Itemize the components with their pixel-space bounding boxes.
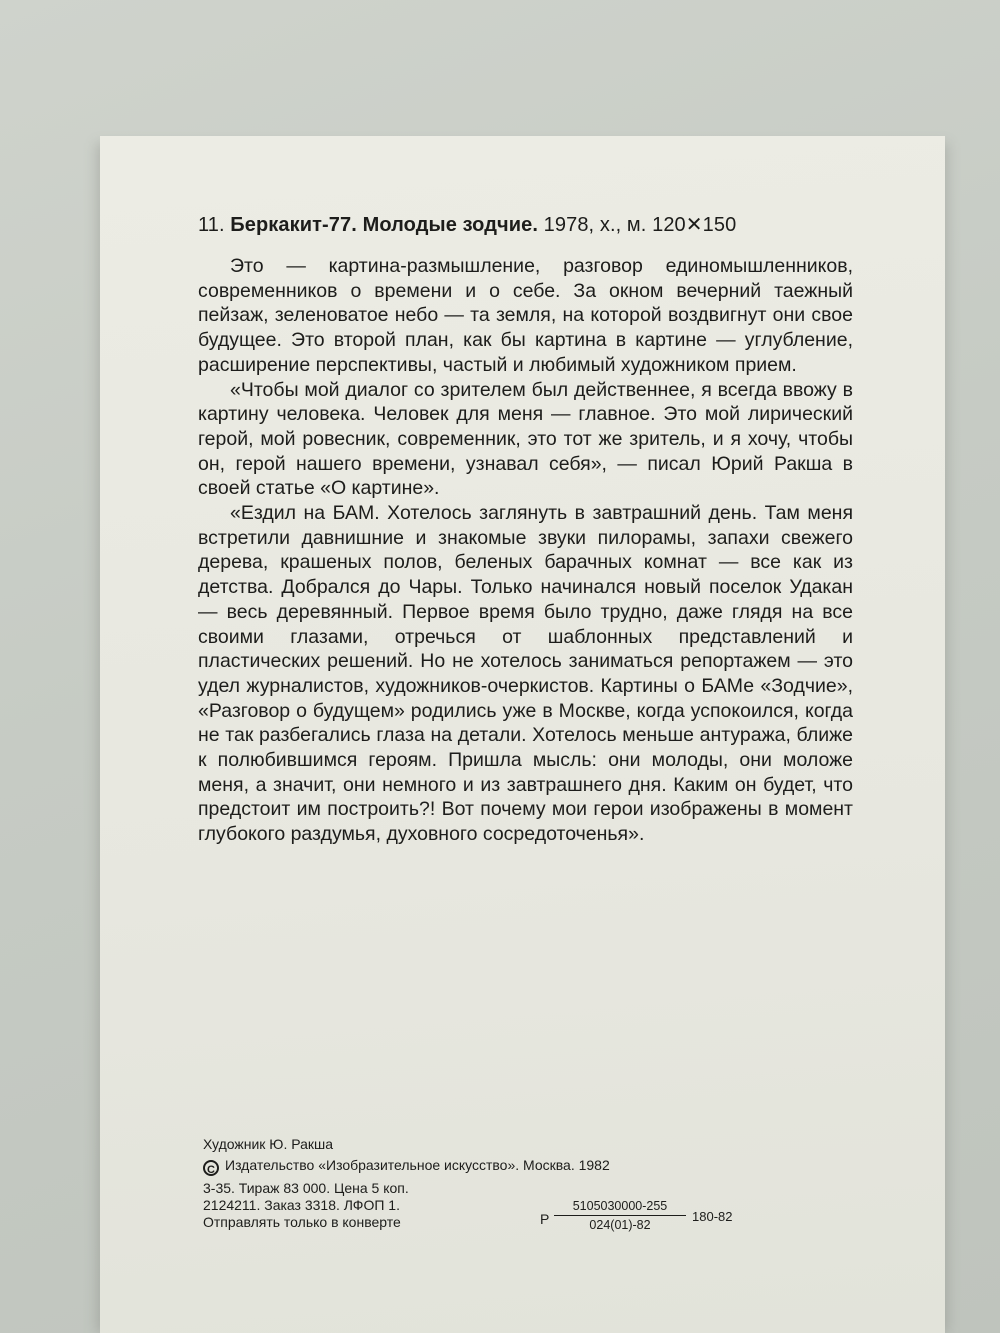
catalog-index-code [540,1199,760,1239]
artwork-details: 1978, х., м. 120✕150 [543,214,737,236]
paragraph-2: «Чтобы мой диалог со зрителем был действеннее, я всегда ввожу в картину человека. Человек для меня — главное. Это мой лирический герой, мой ровесник, современник, это тот же зритель, и я хочу, чтобы он, герой нашего времени, узнавал себя», — писал Юрий Ракша в своей статье «О картине». [198,378,853,500]
paragraph-3: «Ездил на БАМ. Хотелось заглянуть в завтрашний день. Там меня встретили давнишние и знакомые звуки пилорамы, запахи свежего дерева, крашеных полов, беленых барачных комнат — все как из детства. Добрался до Чары. Только начинался новый поселок Удакан — весь деревянный. Первое время было трудно, даже глядя на все своими глазами, отречься от шаблонных представлений и пластических решений. Но не хотелось заниматься репортажем — это удел журналистов, художников-очеркистов. Картины о БАМе «Зодчие», «Разговор о будущем» родились уже в Москве, когда успокоился, когда не так разбегались глаза на детали. Хотелось меньше антуража, ближе к полюбившимся героям. Пришла мысль: они молоды, они моложе меня, а значит, они немного и из завтрашнего дня. Каким он будет, что предстоит им построить?! Вот почему мои герои изображены в момент глубокого раздумья, духовного сосредоточенья». [198,502,853,846]
publisher-text: Издательство «Изобразительное искусство». Москва. 1982 [225,1157,610,1173]
copyright-icon: С [203,1160,219,1176]
artist-credit: Художник Ю. Ракша [203,1136,334,1152]
description-text [198,254,853,847]
artwork-number: 11. [198,214,225,236]
print-info-1: 3-35. Тираж 83 000. Цена 5 коп. [203,1180,409,1196]
print-info-2: 2124211. Заказ 3318. ЛФОП 1. [203,1197,400,1213]
artwork-heading [198,212,858,238]
index-numerator: 5105030000-255 [554,1199,686,1216]
print-info-3: Отправлять только в конверте [203,1214,401,1230]
index-fraction [554,1199,686,1233]
index-year-code: 180-82 [692,1209,733,1224]
artwork-title: Беркакит-77. Молодые зодчие. [230,214,538,236]
paragraph-1: Это — картина-размышление, разговор единомышленников, современников о времени и о себе. За окном вечерний таежный пейзаж, зеленоватое небо — та земля, на которой воздвигнут они свое будущее. Это второй план, как бы картина в картине — углубление, расширение перспективы, частый и любимый художником прием. [198,255,853,376]
index-letter: Р [540,1211,550,1227]
index-denominator: 024(01)-82 [589,1218,651,1232]
postcard-back [100,136,945,1333]
publisher-line [203,1157,763,1176]
